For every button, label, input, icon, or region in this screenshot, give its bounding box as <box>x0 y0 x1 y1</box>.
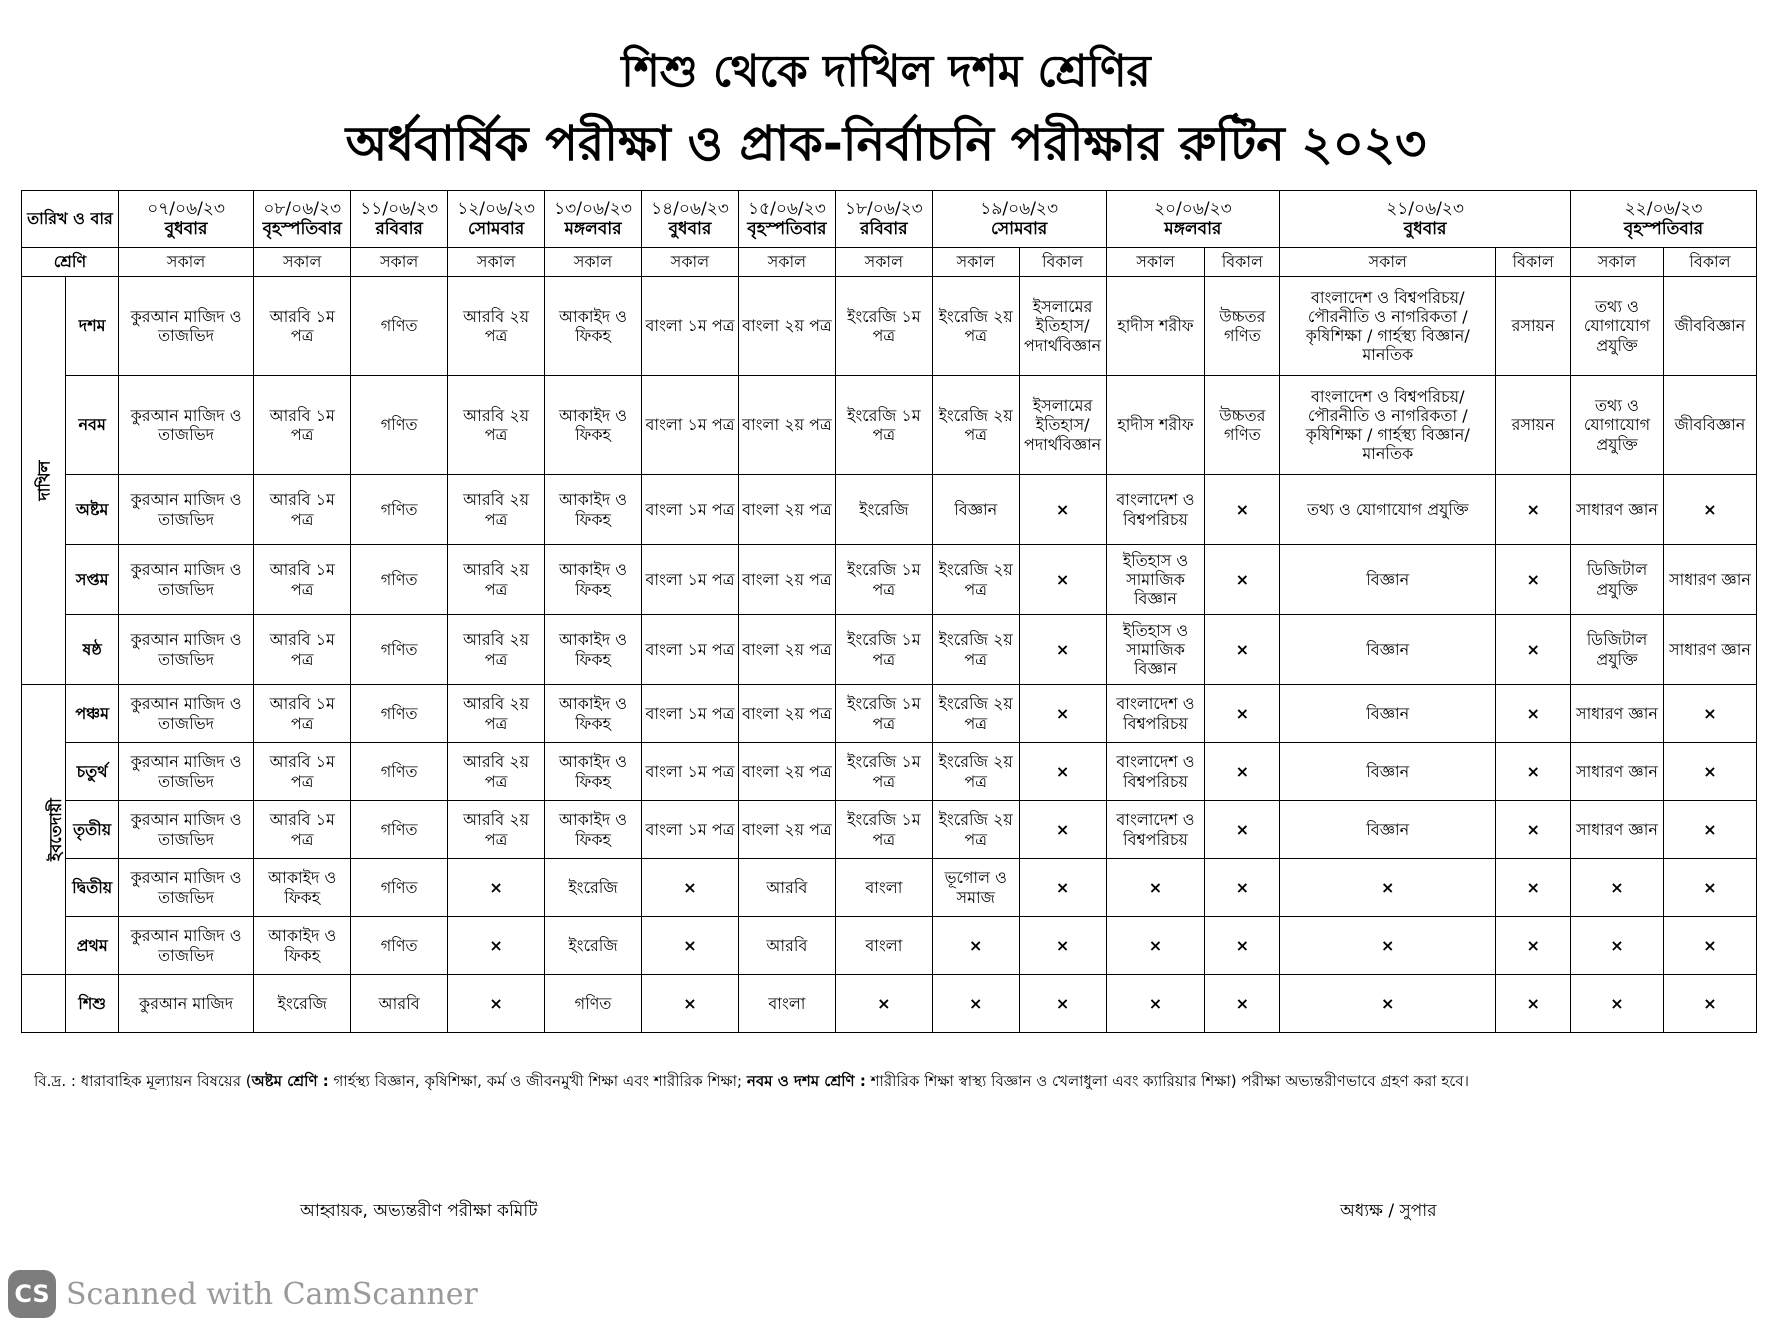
group-ebtedayee-label: ইবতেদায়ী <box>45 798 65 861</box>
subject-cell: ইংরেজি ১ম পত্র <box>835 615 932 685</box>
no-exam-mark: × <box>448 917 545 975</box>
subject-cell: ইংরেজি ২য় পত্র <box>932 743 1019 801</box>
no-exam-mark: × <box>1019 685 1106 743</box>
subject-cell: জীববিজ্ঞান <box>1663 376 1756 475</box>
group-dakhil <box>22 277 66 685</box>
class-name: নবম <box>66 376 119 475</box>
header-date: ১৫/০৬/২৩ <box>748 198 826 219</box>
header-date-cell <box>448 191 545 248</box>
footnote-prefix: বি.দ্র. : ধারাবাহিক মূল্যায়ন বিষয়ের ( <box>34 1072 252 1090</box>
subject-cell: গণিত <box>351 475 448 545</box>
no-exam-mark: × <box>1663 743 1756 801</box>
subject-cell: জীববিজ্ঞান <box>1663 277 1756 376</box>
header-date-cell <box>351 191 448 248</box>
subject-cell: রসায়ন <box>1496 277 1571 376</box>
table-row <box>22 685 1757 743</box>
no-exam-mark: × <box>1019 801 1106 859</box>
subject-cell: সাধারণ জ্ঞান <box>1663 615 1756 685</box>
session-morning: সকাল <box>1106 248 1205 277</box>
footnote-class910-text: শারীরিক শিক্ষা স্বাস্থ্য বিজ্ঞান ও খেলাধুলা এবং ক্যারিয়ার শিক্ষা) পরীক্ষা অভ্যন্তরীণভাবে গ্রহণ করা হবে। <box>865 1072 1469 1090</box>
table-row <box>22 615 1757 685</box>
session-morning: সকাল <box>254 248 351 277</box>
header-date-cell <box>118 191 253 248</box>
subject-cell: আরবি ১ম পত্র <box>254 545 351 615</box>
subject-cell: ইংরেজি ২য় পত্র <box>932 801 1019 859</box>
table-row <box>22 975 1757 1033</box>
subject-cell: সাধারণ জ্ঞান <box>1571 475 1664 545</box>
subject-cell: কুরআন মাজিদ ও তাজভিদ <box>118 615 253 685</box>
table-row <box>22 376 1757 475</box>
subject-cell: বাংলাদেশ ও বিশ্বপরিচয়/ পৌরনীতি ও নাগরিকতা / কৃষিশিক্ষা / গার্হস্থ্য বিজ্ঞান/ মানতিক <box>1280 376 1496 475</box>
subject-cell: আরবি ১ম পত্র <box>254 685 351 743</box>
no-exam-mark: × <box>1571 917 1664 975</box>
camscanner-logo-icon: CS <box>8 1270 56 1318</box>
subject-cell: আকাইদ ও ফিকহ <box>545 376 642 475</box>
header-day: রবিবার <box>860 219 908 239</box>
class-name: দ্বিতীয় <box>66 859 119 917</box>
no-exam-mark: × <box>1019 475 1106 545</box>
no-exam-mark: × <box>1496 917 1571 975</box>
subject-cell: বাংলা ১ম পত্র <box>642 801 739 859</box>
session-morning: সকাল <box>118 248 253 277</box>
table-row <box>22 859 1757 917</box>
no-exam-mark: × <box>1663 801 1756 859</box>
subject-cell: ইংরেজি ১ম পত্র <box>835 545 932 615</box>
subject-cell: বাংলাদেশ ও বিশ্বপরিচয় <box>1106 743 1205 801</box>
subject-cell: বিজ্ঞান <box>1280 545 1496 615</box>
subject-cell: ইংরেজি ২য় পত্র <box>932 685 1019 743</box>
subject-cell: বাংলা ২য় পত্র <box>738 475 835 545</box>
no-exam-mark: × <box>1106 859 1205 917</box>
convener-signature: আহ্বায়ক, অভ্যন্তরীণ পরীক্ষা কমিটি <box>300 1201 538 1221</box>
no-exam-mark: × <box>448 975 545 1033</box>
subject-cell: গণিত <box>351 545 448 615</box>
header-date-cell <box>254 191 351 248</box>
subject-cell: আরবি ২য় পত্র <box>448 685 545 743</box>
subject-cell: গণিত <box>351 743 448 801</box>
subject-cell: সাধারণ জ্ঞান <box>1571 743 1664 801</box>
table-row <box>22 277 1757 376</box>
subject-cell: আকাইদ ও ফিকহ <box>545 615 642 685</box>
subject-cell: ইংরেজি ১ম পত্র <box>835 685 932 743</box>
session-afternoon: বিকাল <box>1019 248 1106 277</box>
subject-cell: সাধারণ জ্ঞান <box>1663 545 1756 615</box>
subject-cell: ইংরেজি ২য় পত্র <box>932 277 1019 376</box>
subject-cell: গণিত <box>351 801 448 859</box>
subject-cell: বিজ্ঞান <box>1280 685 1496 743</box>
subject-cell: বাংলা <box>835 859 932 917</box>
subject-cell: কুরআন মাজিদ ও তাজভিদ <box>118 685 253 743</box>
no-exam-mark: × <box>1205 975 1280 1033</box>
header-day: বুধবার <box>164 219 208 239</box>
subject-cell: কুরআন মাজিদ ও তাজভিদ <box>118 277 253 376</box>
subject-cell: বাংলা ২য় পত্র <box>738 545 835 615</box>
subject-cell: বাংলা ২য় পত্র <box>738 376 835 475</box>
subject-cell: ইংরেজি ১ম পত্র <box>835 277 932 376</box>
no-exam-mark: × <box>1496 475 1571 545</box>
subject-cell: সাধারণ জ্ঞান <box>1571 685 1664 743</box>
no-exam-mark: × <box>1019 975 1106 1033</box>
no-exam-mark: × <box>1106 975 1205 1033</box>
no-exam-mark: × <box>1019 917 1106 975</box>
subject-cell: আরবি ১ম পত্র <box>254 743 351 801</box>
class-name: চতুর্থ <box>66 743 119 801</box>
header-date-cell <box>1280 191 1571 248</box>
table-row <box>22 743 1757 801</box>
subject-cell: গণিত <box>545 975 642 1033</box>
no-exam-mark: × <box>1019 545 1106 615</box>
no-exam-mark: × <box>1496 615 1571 685</box>
subject-cell: রসায়ন <box>1496 376 1571 475</box>
footnote-class8-text: গার্হস্থ্য বিজ্ঞান, কৃষিশিক্ষা, কর্ম ও জীবনমুখী শিক্ষা এবং শারীরিক শিক্ষা; <box>328 1072 747 1090</box>
subject-cell: ইংরেজি ২য় পত্র <box>932 545 1019 615</box>
subject-cell: বাংলা ১ম পত্র <box>642 545 739 615</box>
class-name: সপ্তম <box>66 545 119 615</box>
class-name: তৃতীয় <box>66 801 119 859</box>
subject-cell: আরবি ২য় পত্র <box>448 475 545 545</box>
class-name: দশম <box>66 277 119 376</box>
no-exam-mark: × <box>1205 801 1280 859</box>
header-date: ০৮/০৬/২৩ <box>263 198 342 219</box>
no-exam-mark: × <box>1496 743 1571 801</box>
session-morning: সকাল <box>448 248 545 277</box>
camscanner-watermark <box>8 1270 478 1318</box>
no-exam-mark: × <box>1663 917 1756 975</box>
header-date: ২১/০৬/২৩ <box>1386 198 1464 219</box>
header-day: রবিবার <box>375 219 423 239</box>
class-name: প্রথম <box>66 917 119 975</box>
subject-cell: আরবি <box>351 975 448 1033</box>
subject-cell: ইংরেজি ১ম পত্র <box>835 376 932 475</box>
subject-cell: আরবি <box>738 917 835 975</box>
header-date-cell <box>642 191 739 248</box>
no-exam-mark: × <box>1205 743 1280 801</box>
subject-cell: আকাইদ ও ফিকহ <box>545 475 642 545</box>
subject-cell: কুরআন মাজিদ ও তাজভিদ <box>118 545 253 615</box>
subject-cell: সাধারণ জ্ঞান <box>1571 801 1664 859</box>
header-date: ০৭/০৬/২৩ <box>147 198 225 219</box>
subject-cell: উচ্চতর গণিত <box>1205 277 1280 376</box>
subject-cell: ইসলামের ইতিহাস/ পদার্থবিজ্ঞান <box>1019 277 1106 376</box>
session-morning: সকাল <box>545 248 642 277</box>
header-date: ১৩/০৬/২৩ <box>554 198 632 219</box>
subject-cell: কুরআন মাজিদ ও তাজভিদ <box>118 801 253 859</box>
subject-cell: আকাইদ ও ফিকহ <box>545 801 642 859</box>
header-date-cell <box>1106 191 1280 248</box>
no-exam-mark: × <box>1571 975 1664 1033</box>
subject-cell: কুরআন মাজিদ ও তাজভিদ <box>118 475 253 545</box>
header-day: বুধবার <box>1403 219 1447 239</box>
subject-cell: আরবি ১ম পত্র <box>254 615 351 685</box>
subject-cell: আকাইদ ও ফিকহ <box>254 917 351 975</box>
header-date: ১৪/০৬/২৩ <box>651 198 729 219</box>
subject-cell: বিজ্ঞান <box>1280 743 1496 801</box>
subject-cell: কুরআন মাজিদ ও তাজভিদ <box>118 859 253 917</box>
session-morning: সকাল <box>642 248 739 277</box>
no-exam-mark: × <box>642 859 739 917</box>
no-exam-mark: × <box>642 917 739 975</box>
subject-cell: ভূগোল ও সমাজ <box>932 859 1019 917</box>
no-exam-mark: × <box>1663 859 1756 917</box>
session-morning: সকাল <box>351 248 448 277</box>
camscanner-text: Scanned with CamScanner <box>66 1276 478 1312</box>
header-day: মঙ্গলবার <box>564 219 622 239</box>
class-name: শিশু <box>66 975 119 1033</box>
no-exam-mark: × <box>1280 859 1496 917</box>
subject-cell: বিজ্ঞান <box>1280 615 1496 685</box>
subject-cell: আরবি ১ম পত্র <box>254 801 351 859</box>
session-afternoon: বিকাল <box>1205 248 1280 277</box>
subject-cell: বাংলা ১ম পত্র <box>642 743 739 801</box>
no-exam-mark: × <box>1280 975 1496 1033</box>
header-session-row <box>22 248 1757 277</box>
subject-cell: আকাইদ ও ফিকহ <box>254 859 351 917</box>
subject-cell: তথ্য ও যোগাযোগ প্রযুক্তি <box>1571 376 1664 475</box>
subject-cell: আকাইদ ও ফিকহ <box>545 277 642 376</box>
class-name: ষষ্ঠ <box>66 615 119 685</box>
corner-class-label: শ্রেণি <box>22 248 119 277</box>
subject-cell: ডিজিটাল প্রযুক্তি <box>1571 545 1664 615</box>
subject-cell: গণিত <box>351 685 448 743</box>
subject-cell: তথ্য ও যোগাযোগ প্রযুক্তি <box>1571 277 1664 376</box>
subject-cell: ইংরেজি <box>545 859 642 917</box>
no-exam-mark: × <box>642 975 739 1033</box>
subject-cell: হাদীস শরীফ <box>1106 277 1205 376</box>
subject-cell: ডিজিটাল প্রযুক্তি <box>1571 615 1664 685</box>
subject-cell: আরবি ১ম পত্র <box>254 475 351 545</box>
subject-cell: গণিত <box>351 859 448 917</box>
header-date: ২২/০৬/২৩ <box>1624 198 1703 219</box>
header-date: ১৯/০৬/২৩ <box>980 198 1059 219</box>
no-exam-mark: × <box>1205 475 1280 545</box>
subject-cell: ইতিহাস ও সামাজিক বিজ্ঞান <box>1106 545 1205 615</box>
subject-cell: বাংলা ২য় পত্র <box>738 743 835 801</box>
table-row <box>22 545 1757 615</box>
subject-cell: আরবি ২য় পত্র <box>448 743 545 801</box>
subject-cell: বাংলাদেশ ও বিশ্বপরিচয় <box>1106 801 1205 859</box>
header-date: ১৮/০৬/২৩ <box>844 198 923 219</box>
subject-cell: আরবি ২য় পত্র <box>448 376 545 475</box>
subject-cell: ইংরেজি ২য় পত্র <box>932 615 1019 685</box>
subject-cell: ইংরেজি ১ম পত্র <box>835 801 932 859</box>
subject-cell: আরবি ২য় পত্র <box>448 615 545 685</box>
header-day: বৃহস্পতিবার <box>1623 219 1704 239</box>
header-day: মঙ্গলবার <box>1164 219 1222 239</box>
no-exam-mark: × <box>1205 615 1280 685</box>
no-exam-mark: × <box>448 859 545 917</box>
subject-cell: বাংলাদেশ ও বিশ্বপরিচয় <box>1106 475 1205 545</box>
subject-cell: বাংলা ১ম পত্র <box>642 615 739 685</box>
no-exam-mark: × <box>1496 545 1571 615</box>
no-exam-mark: × <box>1280 917 1496 975</box>
subject-cell: কুরআন মাজিদ <box>118 975 253 1033</box>
group-dakhil-label: দাখিল <box>34 460 54 501</box>
header-day: বৃহস্পতিবার <box>747 219 827 239</box>
footnote-class910-label: নবম ও দশম শ্রেণি : <box>746 1072 866 1090</box>
table-row <box>22 475 1757 545</box>
header-day: সোমবার <box>991 219 1048 239</box>
subject-cell: উচ্চতর গণিত <box>1205 376 1280 475</box>
subject-cell: বাংলা <box>738 975 835 1033</box>
subject-cell: হাদীস শরীফ <box>1106 376 1205 475</box>
no-exam-mark: × <box>835 975 932 1033</box>
header-date: ১১/০৬/২৩ <box>360 198 439 219</box>
no-exam-mark: × <box>1019 615 1106 685</box>
subject-cell: ইংরেজি ১ম পত্র <box>835 743 932 801</box>
no-exam-mark: × <box>932 917 1019 975</box>
header-date: ২০/০৬/২৩ <box>1153 198 1232 219</box>
subject-cell: আকাইদ ও ফিকহ <box>545 743 642 801</box>
no-exam-mark: × <box>1205 859 1280 917</box>
subject-cell: বাংলা ১ম পত্র <box>642 277 739 376</box>
header-date-row <box>22 191 1757 248</box>
session-morning: সকাল <box>932 248 1019 277</box>
no-exam-mark: × <box>1019 743 1106 801</box>
routine-table <box>21 190 1757 1033</box>
header-date-cell <box>932 191 1106 248</box>
no-exam-mark: × <box>1019 859 1106 917</box>
subject-cell: আকাইদ ও ফিকহ <box>545 685 642 743</box>
subject-cell: বাংলা ২য় পত্র <box>738 801 835 859</box>
subject-cell: বিজ্ঞান <box>1280 801 1496 859</box>
title-line-1: শিশু থেকে দাখিল দশম শ্রেণির <box>621 46 1151 97</box>
no-exam-mark: × <box>932 975 1019 1033</box>
header-day: বুধবার <box>668 219 712 239</box>
no-exam-mark: × <box>1663 975 1756 1033</box>
class-name: অষ্টম <box>66 475 119 545</box>
subject-cell: ইংরেজি <box>254 975 351 1033</box>
no-exam-mark: × <box>1205 685 1280 743</box>
subject-cell: বিজ্ঞান <box>932 475 1019 545</box>
header-date-cell <box>1571 191 1757 248</box>
subject-cell: আরবি ২য় পত্র <box>448 277 545 376</box>
no-exam-mark: × <box>1571 859 1664 917</box>
subject-cell: ইংরেজি <box>545 917 642 975</box>
table-row <box>22 917 1757 975</box>
session-morning: সকাল <box>738 248 835 277</box>
subject-cell: বাংলা ২য় পত্র <box>738 685 835 743</box>
subject-cell: গণিত <box>351 277 448 376</box>
footnote-class8-label: অষ্টম শ্রেণি : <box>251 1072 329 1090</box>
subject-cell: কুরআন মাজিদ ও তাজভিদ <box>118 376 253 475</box>
subject-cell: বাংলা ১ম পত্র <box>642 376 739 475</box>
subject-cell: ইতিহাস ও সামাজিক বিজ্ঞান <box>1106 615 1205 685</box>
subject-cell: আরবি ১ম পত্র <box>254 376 351 475</box>
no-exam-mark: × <box>1496 685 1571 743</box>
footnote <box>34 1070 1754 1095</box>
class-name: পঞ্চম <box>66 685 119 743</box>
subject-cell: আরবি <box>738 859 835 917</box>
subject-cell: বাংলা ১ম পত্র <box>642 685 739 743</box>
header-date: ১২/০৬/২৩ <box>457 198 535 219</box>
header-date-cell <box>738 191 835 248</box>
header-day: সোমবার <box>467 219 525 239</box>
session-morning: সকাল <box>1280 248 1496 277</box>
subject-cell: বাংলা ১ম পত্র <box>642 475 739 545</box>
no-exam-mark: × <box>1205 545 1280 615</box>
subject-cell: বাংলাদেশ ও বিশ্বপরিচয়/ পৌরনীতি ও নাগরিকতা / কৃষিশিক্ষা / গার্হস্থ্য বিজ্ঞান/ মানতিক <box>1280 277 1496 376</box>
no-exam-mark: × <box>1663 685 1756 743</box>
subject-cell: ইংরেজি <box>835 475 932 545</box>
subject-cell: কুরআন মাজিদ ও তাজভিদ <box>118 743 253 801</box>
subject-cell: আরবি ২য় পত্র <box>448 801 545 859</box>
no-exam-mark: × <box>1496 859 1571 917</box>
subject-cell: গণিত <box>351 376 448 475</box>
no-exam-mark: × <box>1496 975 1571 1033</box>
group-empty <box>22 975 66 1033</box>
header-day: বৃহস্পতিবার <box>262 219 342 239</box>
no-exam-mark: × <box>1663 475 1756 545</box>
corner-date-label: তারিখ ও বার <box>22 191 119 248</box>
subject-cell: আরবি ১ম পত্র <box>254 277 351 376</box>
session-morning: সকাল <box>835 248 932 277</box>
subject-cell: বাংলা ২য় পত্র <box>738 277 835 376</box>
title-line-2: অর্ধবার্ষিক পরীক্ষা ও প্রাক-নির্বাচনি পরীক্ষার রুটিন ২০২৩ <box>345 116 1427 172</box>
subject-cell: বাংলা ২য় পত্র <box>738 615 835 685</box>
subject-cell: ইংরেজি ২য় পত্র <box>932 376 1019 475</box>
subject-cell: গণিত <box>351 917 448 975</box>
subject-cell: বাংলা <box>835 917 932 975</box>
no-exam-mark: × <box>1496 801 1571 859</box>
subject-cell: তথ্য ও যোগাযোগ প্রযুক্তি <box>1280 475 1496 545</box>
no-exam-mark: × <box>1205 917 1280 975</box>
subject-cell: আকাইদ ও ফিকহ <box>545 545 642 615</box>
header-date-cell <box>835 191 932 248</box>
table-row <box>22 801 1757 859</box>
principal-signature: অধ্যক্ষ / সুপার <box>1340 1201 1437 1221</box>
header-date-cell <box>545 191 642 248</box>
session-afternoon: বিকাল <box>1663 248 1756 277</box>
no-exam-mark: × <box>1106 917 1205 975</box>
group-ebtedayee <box>22 685 66 975</box>
session-morning: সকাল <box>1571 248 1664 277</box>
subject-cell: আরবি ২য় পত্র <box>448 545 545 615</box>
session-afternoon: বিকাল <box>1496 248 1571 277</box>
subject-cell: ইসলামের ইতিহাস/ পদার্থবিজ্ঞান <box>1019 376 1106 475</box>
subject-cell: বাংলাদেশ ও বিশ্বপরিচয় <box>1106 685 1205 743</box>
subject-cell: কুরআন মাজিদ ও তাজভিদ <box>118 917 253 975</box>
subject-cell: গণিত <box>351 615 448 685</box>
